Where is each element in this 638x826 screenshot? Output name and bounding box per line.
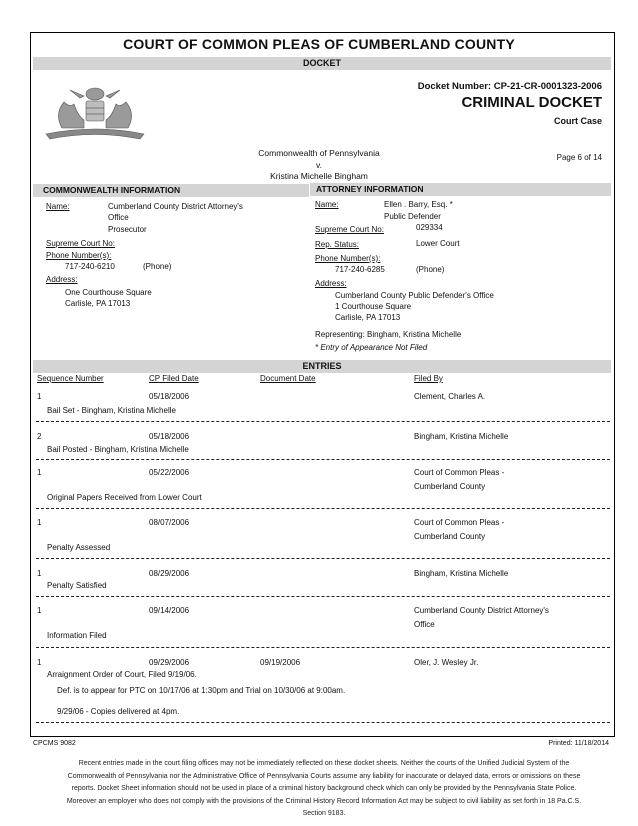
entry-divider [36,596,610,597]
entry-seq: 1 [37,658,42,667]
entry-filed-by: Clement, Charles A. [414,392,486,401]
entry-filed-by: Bingham, Kristina Michelle [414,569,509,578]
entry-filed-by: Bingham, Kristina Michelle [414,432,509,441]
entry-divider [36,421,610,422]
atty-phone-type: (Phone) [416,265,445,274]
entry-seq: 2 [37,432,42,441]
entry-divider [36,647,610,648]
entry-note: Def. is to appear for PTC on 10/17/06 at 1:30pm and Trial on 10/30/06 at 9:00am. [57,686,346,695]
pennsylvania-seal-icon [40,84,150,140]
entry-cp-date: 05/22/2006 [149,468,190,477]
entry-cp-date: 05/18/2006 [149,392,190,401]
col-cp-filed: CP Filed Date [149,374,199,383]
cw-address-line1: One Courthouse Square [65,288,152,297]
entry-filed-by-cont: Office [414,620,435,629]
atty-representing: Representing: Bingham, Kristina Michelle [315,330,462,339]
atty-rep-value: Lower Court [416,239,460,248]
entry-note: 9/29/06 - Copies delivered at 4pm. [57,707,180,716]
entry-description: Penalty Satisfied [47,581,107,590]
entry-description: Original Papers Received from Lower Court [47,493,202,502]
entry-divider [36,508,610,509]
entry-filed-by: Oler, J. Wesley Jr. [414,658,479,667]
entry-description: Bail Posted - Bingham, Kristina Michelle [47,445,189,454]
entry-filed-by: Cumberland County District Attorney's [414,606,549,615]
entry-divider [36,459,610,460]
cw-supreme-label: Supreme Court No: [46,239,115,248]
page-number: Page 6 of 14 [556,153,602,162]
col-filed-by: Filed By [414,374,443,383]
atty-rep-label: Rep. Status: [315,240,360,249]
atty-name-line1: Ellen . Barry, Esq. * [384,200,453,209]
cw-phone: 717-240-6210 [65,262,115,271]
entry-document-date: 09/19/2006 [260,658,301,667]
printed-date: Printed: 11/18/2014 [548,740,609,747]
atty-supreme-label: Supreme Court No: [315,225,384,234]
caption-defendant: Kristina Michelle Bingham [270,171,368,181]
cw-phone-type: (Phone) [143,262,172,271]
entry-seq: 1 [37,392,42,401]
atty-supreme-value: 029334 [416,223,443,232]
cw-name-line2: Office [108,213,129,222]
atty-address-line1: Cumberland County Public Defender's Office [335,291,494,300]
col-sequence: Sequence Number [37,374,104,383]
entry-divider [36,722,610,723]
entry-description: Bail Set - Bingham, Kristina Michelle [47,406,176,415]
entry-cp-date: 08/29/2006 [149,569,190,578]
attorney-heading: ATTORNEY INFORMATION [310,183,611,196]
entry-description: Penalty Assessed [47,543,111,552]
entry-cp-date: 09/14/2006 [149,606,190,615]
disclaimer-notice: Recent entries made in the court filing offices may not be immediately reflected on these docket sheets. Neither the courts of the Unified Judicial System of the Commonwealth of Pennsylvania nor the Administrative Office of Pennsylvania Courts assume any liability for inaccurate or delayed data, errors or omissions on these reports. Docket Sheet information should not be used in place of a criminal history background check which can only be provided by the Pennsylvania State Police. Moreover an employer who does not comply with the provisions of the Criminal History Record Information Act may be subject to civil liability as set forth in 18 Pa.C.S. Section 9183. [66,760,582,817]
atty-address-line2: 1 Courthouse Square [335,302,412,311]
entry-cp-date: 08/07/2006 [149,518,190,527]
atty-address-label: Address: [315,279,347,288]
entry-cp-date: 09/29/2006 [149,658,190,667]
col-document-date: Document Date [260,374,316,383]
entry-description: Arraignment Order of Court, Filed 9/19/06. [47,670,197,679]
atty-address-line3: Carlisle, PA 17013 [335,313,401,322]
docket-type: CRIMINAL DOCKET [461,94,602,111]
court-title: COURT OF COMMON PLEAS OF CUMBERLAND COUNTY [123,36,515,52]
docket-number: Docket Number: CP-21-CR-0001323-2006 [417,81,602,92]
commonwealth-heading: COMMONWEALTH INFORMATION [33,184,309,197]
cw-name-line3: Prosecutor [108,225,147,234]
cw-address-label: Address: [46,275,78,284]
entry-description: Information Filed [47,631,107,640]
entries-heading: ENTRIES [33,360,611,373]
entry-seq: 1 [37,606,42,615]
caption-versus: v. [316,159,322,170]
cw-phone-label: Phone Number(s): [46,251,112,260]
caption-commonwealth: Commonwealth of Pennsylvania [258,148,380,158]
entry-filed-by-cont: Cumberland County [414,482,486,491]
atty-phone-label: Phone Number(s): [315,254,381,263]
atty-name-line2: Public Defender [384,212,441,221]
cw-name-line1: Cumberland County District Attorney's [108,202,243,211]
atty-entry-note: * Entry of Appearance Not Filed [315,343,428,352]
form-id: CPCMS 9082 [33,740,76,747]
entry-filed-by-cont: Cumberland County [414,532,486,541]
case-type: Court Case [553,116,602,126]
cw-name-label: Name: [46,202,70,211]
entry-cp-date: 05/18/2006 [149,432,190,441]
docket-bar: DOCKET [33,57,611,70]
entry-seq: 1 [37,518,42,527]
atty-name-label: Name: [315,200,339,209]
entry-seq: 1 [37,569,42,578]
cw-address-line2: Carlisle, PA 17013 [65,299,131,308]
atty-phone: 717-240-6285 [335,265,385,274]
entry-seq: 1 [37,468,42,477]
entry-divider [36,558,610,559]
entry-filed-by: Court of Common Pleas - [414,468,505,477]
entry-filed-by: Court of Common Pleas - [414,518,505,527]
